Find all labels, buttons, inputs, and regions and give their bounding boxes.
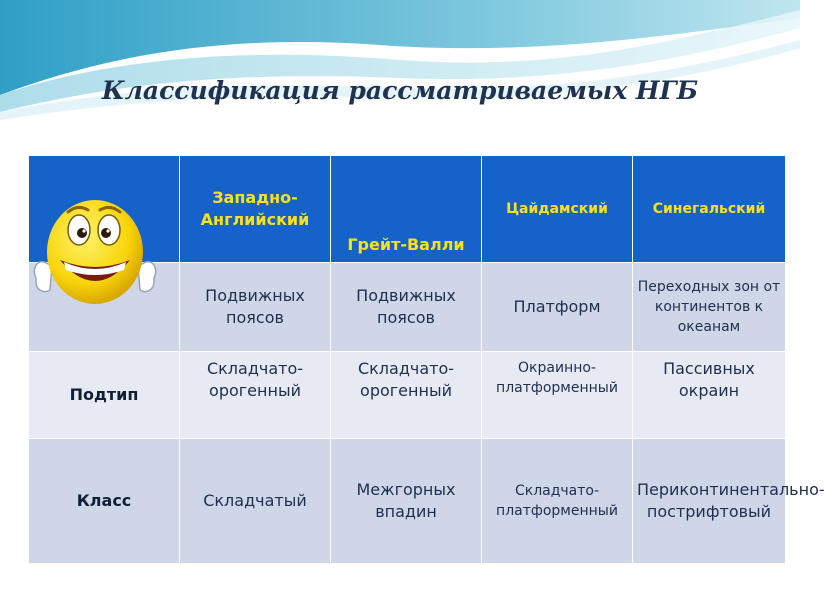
table-cell: Складчато-платформенный [482,439,633,564]
smiley-icon [30,190,160,320]
table-cell: Межгорных впадин [331,439,482,564]
table-cell: Складчато-орогенный [331,352,482,439]
row-label-class: Класс [29,439,180,564]
table-cell: Пассивных окраин [633,352,786,439]
slide-title: Классификация рассматриваемых НГБ [101,76,699,105]
table-row-subtype [29,352,786,439]
table-row-class [29,439,786,564]
table-cell: Переходных зон от континентов к океанам [633,263,786,352]
header-senegal: Синегальский [633,156,786,263]
header-tsaidam: Цайдамский [482,156,633,263]
table-cell: Платформ [482,263,633,352]
table-cell: Складчатый [180,439,331,564]
header-great-valley: Грейт-Валли [331,156,482,263]
row-label-subtype: Подтип [29,352,180,439]
table-cell: Подвижных поясов [180,263,331,352]
table-cell: Периконтинентально-пострифтовый [633,439,786,564]
table-cell: Окраинно-платформенный [482,352,633,439]
table-cell: Подвижных поясов [331,263,482,352]
table-cell: Складчато-орогенный [180,352,331,439]
header-west-english: Западно-Английский [180,156,331,263]
